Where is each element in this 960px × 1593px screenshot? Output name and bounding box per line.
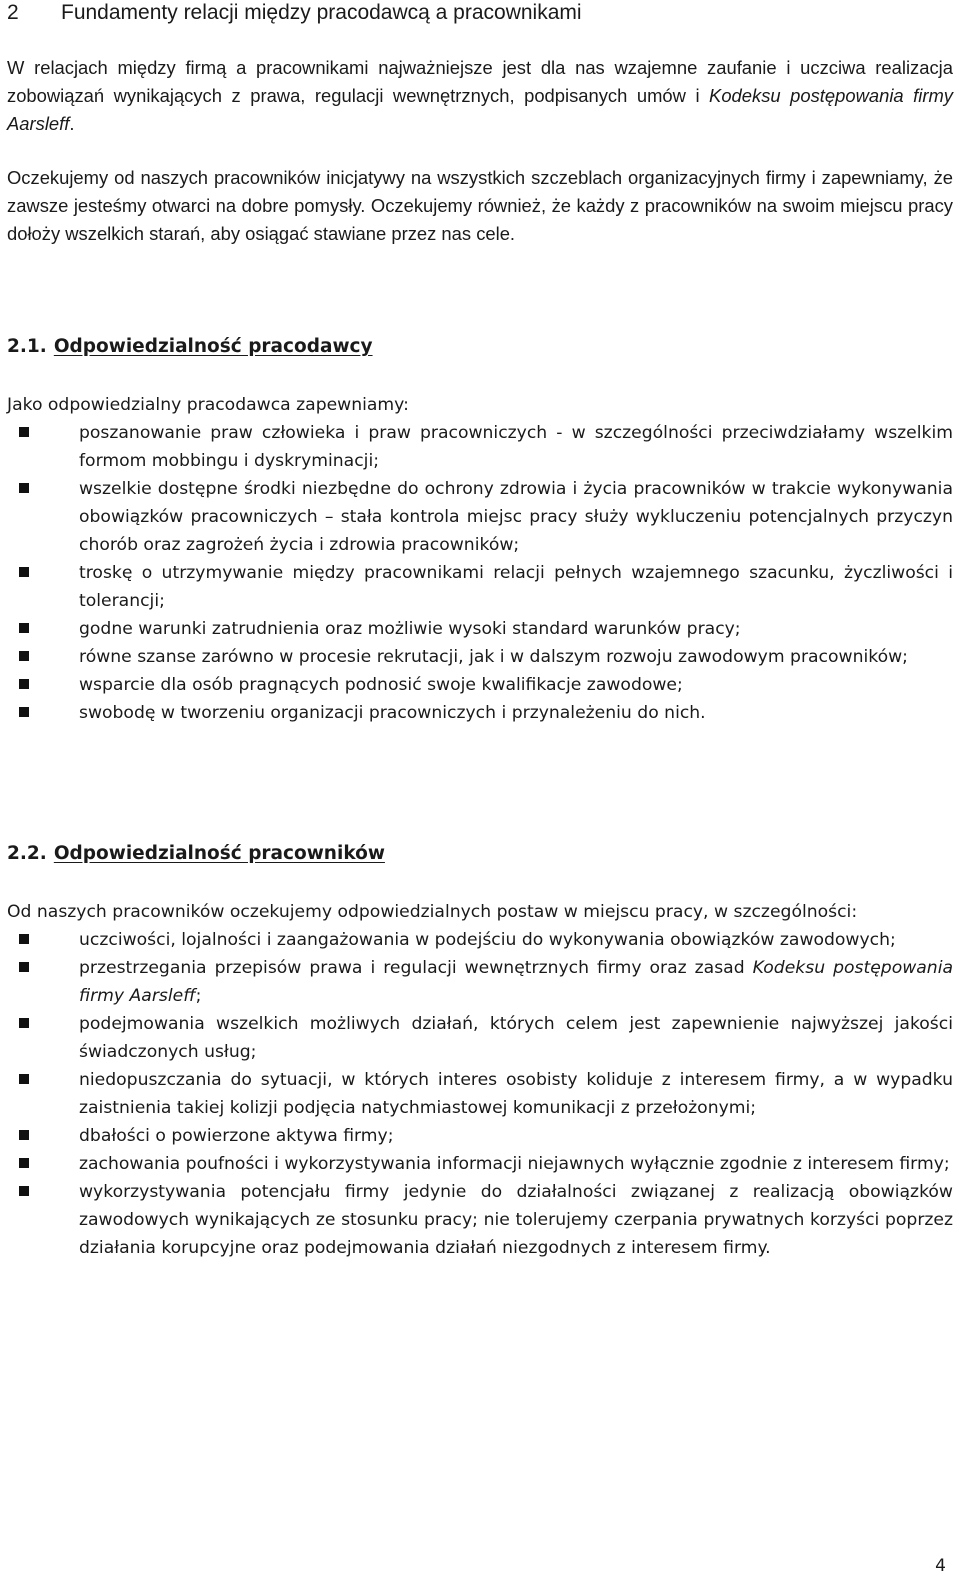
list-item [7, 1066, 953, 1122]
list-item-text: równe szanse zarówno w procesie rekrutacji, jak i w dalszym rozwoju zawodowym pracowników; [79, 647, 908, 667]
intro-p1-text: W relacjach między firmą a pracownikami najważniejsze jest dla nas wzajemne zaufanie i uczciwa realizacja zobowiązań wynikających z prawa, regulacji wewnętrznych, podpisanych umów i [7, 57, 953, 106]
chapter-title: Fundamenty relacji między pracodawcą a pracownikami [61, 1, 582, 24]
square-bullet-icon [19, 567, 29, 577]
square-bullet-icon [19, 1158, 29, 1168]
square-bullet-icon [19, 651, 29, 661]
section-2-1-heading [7, 333, 953, 361]
list-item-end: ; [195, 986, 202, 1006]
list-item [7, 1010, 953, 1066]
intro-paragraph-2: Oczekujemy od naszych pracowników inicjatywy na wszystkich szczeblach organizacyjnych firmy i zapewniamy, że zawsze jesteśmy otwarci na dobre pomysły. Oczekujemy również, że każdy z pracowników na swoim miejscu pracy dołoży wszelkich starań, aby osiągać stawiane przez nas cele. [7, 167, 953, 244]
square-bullet-icon [19, 483, 29, 493]
list-item-text: zachowania poufności i wykorzystywania informacji niejawnych wyłącznie zgodnie z interesem firmy; [79, 1154, 950, 1174]
chapter-heading [7, 0, 582, 26]
list-item-text: poszanowanie praw człowieka i praw pracowniczych - w szczególności przeciwdziałamy wszelkim formom mobbingu i dyskryminacji; [79, 423, 953, 471]
list-item [7, 419, 953, 475]
square-bullet-icon [19, 1130, 29, 1140]
square-bullet-icon [19, 679, 29, 689]
section-2-2-number: 2.2. [7, 843, 47, 864]
square-bullet-icon [19, 427, 29, 437]
list-item [7, 615, 953, 643]
list-item [7, 475, 953, 559]
list-item-text: dbałości o powierzone aktywa firmy; [79, 1126, 394, 1146]
section-2-1-title: Odpowiedzialność pracodawcy [53, 336, 373, 357]
square-bullet-icon [19, 962, 29, 972]
chapter-number: 2 [7, 1, 19, 24]
list-item [7, 954, 953, 1010]
list-item-text: swobodę w tworzeniu organizacji pracowniczych i przynależeniu do nich. [79, 703, 706, 723]
list-item-text: godne warunki zatrudnienia oraz możliwie wysoki standard warunków pracy; [79, 619, 741, 639]
list-item [7, 1150, 953, 1178]
employee-responsibilities-list [7, 926, 953, 1262]
section-2-2-title: Odpowiedzialność pracowników [53, 843, 385, 864]
intro-p1-end: . [69, 113, 75, 134]
list-item-text: wykorzystywania potencjału firmy jedynie do działalności związanej z realizacją obowiązków zawodowych wynikających ze stosunku pracy; nie tolerujemy czerpania prywatnych korzyści poprzez działania korupcyjne oraz podejmowania działań niezgodnych z interesem firmy. [79, 1182, 953, 1258]
list-item [7, 1122, 953, 1150]
square-bullet-icon [19, 1186, 29, 1196]
list-item-code-reference: Kodeksu postępowania firmy Aarsleff [79, 958, 953, 1006]
square-bullet-icon [19, 1074, 29, 1084]
list-item-text: troskę o utrzymywanie między pracownikami relacji pełnych wzajemnego szacunku, życzliwości i tolerancji; [79, 563, 953, 611]
square-bullet-icon [19, 623, 29, 633]
intro-block [7, 54, 953, 248]
intro-paragraph-1 [7, 54, 953, 138]
list-item [7, 699, 953, 727]
list-item [7, 926, 953, 954]
list-item-text: niedopuszczania do sytuacji, w których interes osobisty koliduje z interesem firmy, a w wypadku zaistnienia takiej kolizji podjęcia natychmiastowej komunikacji z przełożonymi; [79, 1070, 953, 1118]
list-item-text: uczciwości, lojalności i zaangażowania w podejściu do wykonywania obowiązków zawodowych; [79, 930, 896, 950]
section-2-1-number: 2.1. [7, 336, 47, 357]
list-item [7, 671, 953, 699]
list-item [7, 1178, 953, 1262]
list-item-text: podejmowania wszelkich możliwych działań, których celem jest zapewnienie najwyższej jakości świadczonych usług; [79, 1014, 953, 1062]
list-item [7, 643, 953, 671]
list-item [7, 559, 953, 615]
square-bullet-icon [19, 1018, 29, 1028]
intro-p1-code-reference: Kodeksu postępowania firmy Aarsleff [7, 85, 953, 134]
section-2-1-lead: Jako odpowiedzialny pracodawca zapewniamy: [7, 395, 409, 415]
list-item-text: wszelkie dostępne środki niezbędne do ochrony zdrowia i życia pracowników w trakcie wykonywania obowiązków pracowniczych – stała kontrola miejsc pracy służy wykluczeniu potencjalnych przyczyn chorób oraz zagrożeń życia i zdrowia pracowników; [79, 479, 953, 555]
section-2-2 [7, 840, 953, 1262]
square-bullet-icon [19, 707, 29, 717]
section-2-2-heading [7, 840, 953, 868]
employer-responsibilities-list [7, 419, 953, 727]
list-item-text: wsparcie dla osób pragnących podnosić swoje kwalifikacje zawodowe; [79, 675, 683, 695]
page-number: 4 [935, 1556, 946, 1576]
section-2-1 [7, 333, 953, 727]
list-item-text: przestrzegania przepisów prawa i regulacji wewnętrznych firmy oraz zasad [79, 958, 753, 978]
square-bullet-icon [19, 934, 29, 944]
section-2-2-lead: Od naszych pracowników oczekujemy odpowiedzialnych postaw w miejscu pracy, w szczególności: [7, 902, 858, 922]
